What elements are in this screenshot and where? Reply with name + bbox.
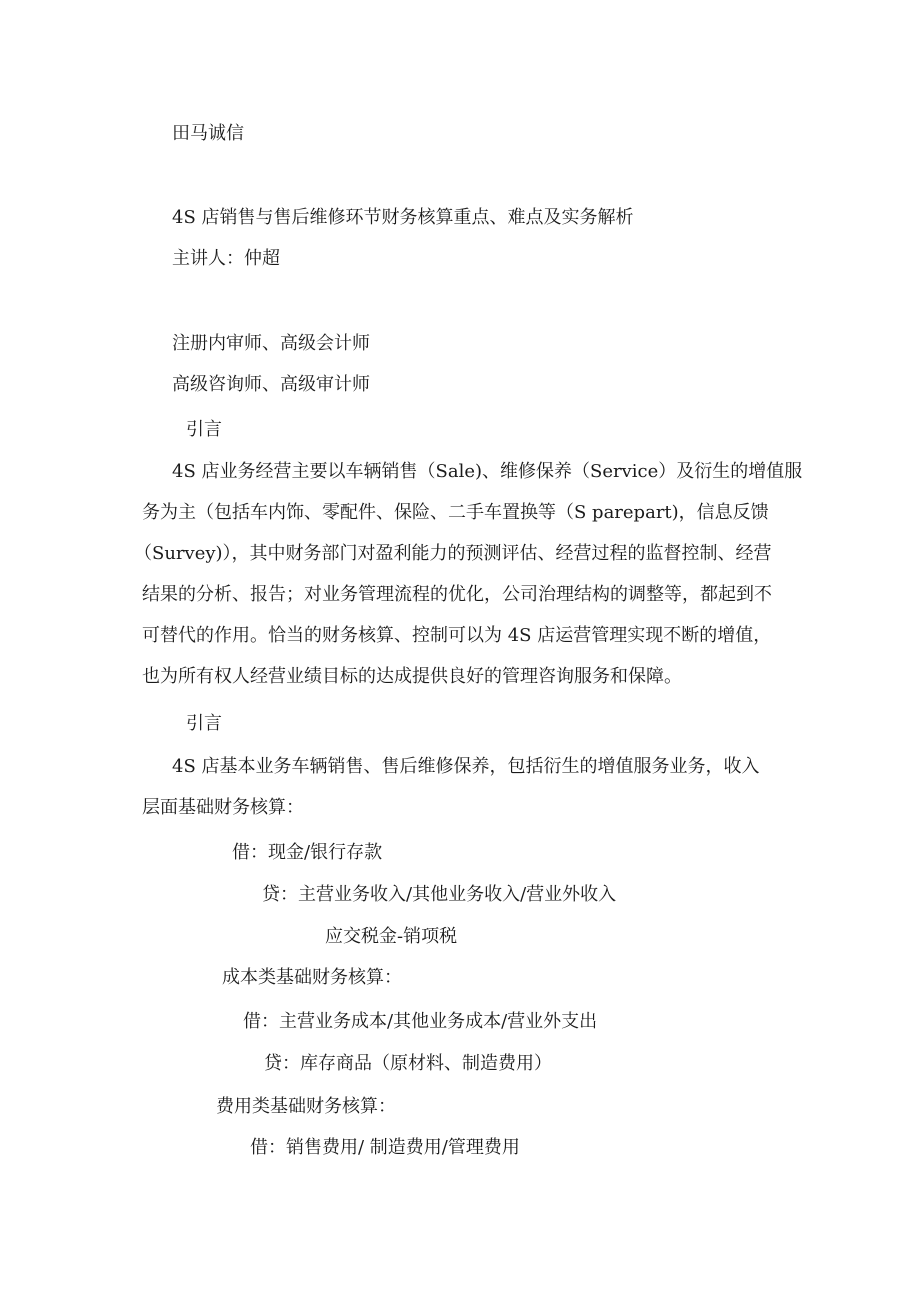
section-heading: 引言	[186, 419, 222, 440]
paragraph-line: 4S 店业务经营主要以车辆销售（Sale)、维修保养（Service）及衍生的增值服	[172, 461, 803, 482]
income-tax-entry: 应交税金-销项税	[325, 926, 458, 947]
paragraph-line: 也为所有权人经营业绩目标的达成提供良好的管理咨询服务和保障。	[142, 666, 682, 687]
cost-debit-entry: 借：主营业务成本/其他业务成本/营业外支出	[243, 1011, 598, 1032]
document-title: 4S 店销售与售后维修环节财务核算重点、难点及实务解析	[172, 207, 634, 228]
section-heading: 引言	[186, 713, 222, 734]
expense-heading: 费用类基础财务核算：	[216, 1096, 396, 1117]
paragraph-line: 可替代的作用。恰当的财务核算、控制可以为 4S 店运营管理实现不断的增值，	[142, 625, 772, 646]
income-credit-entry: 贷：主营业务收入/其他业务收入/营业外收入	[262, 884, 617, 905]
paragraph-line: 结果的分析、报告；对业务管理流程的优化，公司治理结构的调整等，都起到不	[142, 584, 772, 605]
cost-heading: 成本类基础财务核算：	[222, 967, 402, 988]
speaker-line: 主讲人：仲超	[172, 248, 280, 269]
company-name: 田马诚信	[172, 123, 244, 144]
credential-line: 高级咨询师、高级审计师	[172, 374, 370, 395]
credential-line: 注册内审师、高级会计师	[172, 333, 370, 354]
paragraph-line: 层面基础财务核算：	[142, 797, 304, 818]
expense-debit-entry: 借：销售费用/ 制造费用/管理费用	[250, 1137, 520, 1158]
paragraph-line: 4S 店基本业务车辆销售、售后维修保养，包括衍生的增值服务业务，收入	[172, 756, 760, 777]
paragraph-line: 务为主（包括车内饰、零配件、保险、二手车置换等（S parepart)，信息反馈	[142, 502, 769, 523]
cost-credit-entry: 贷：库存商品（原材料、制造费用）	[264, 1053, 552, 1074]
income-debit-entry: 借：现金/银行存款	[232, 842, 383, 863]
paragraph-line: （Survey)），其中财务部门对盈利能力的预测评估、经营过程的监督控制、经营	[134, 543, 772, 564]
